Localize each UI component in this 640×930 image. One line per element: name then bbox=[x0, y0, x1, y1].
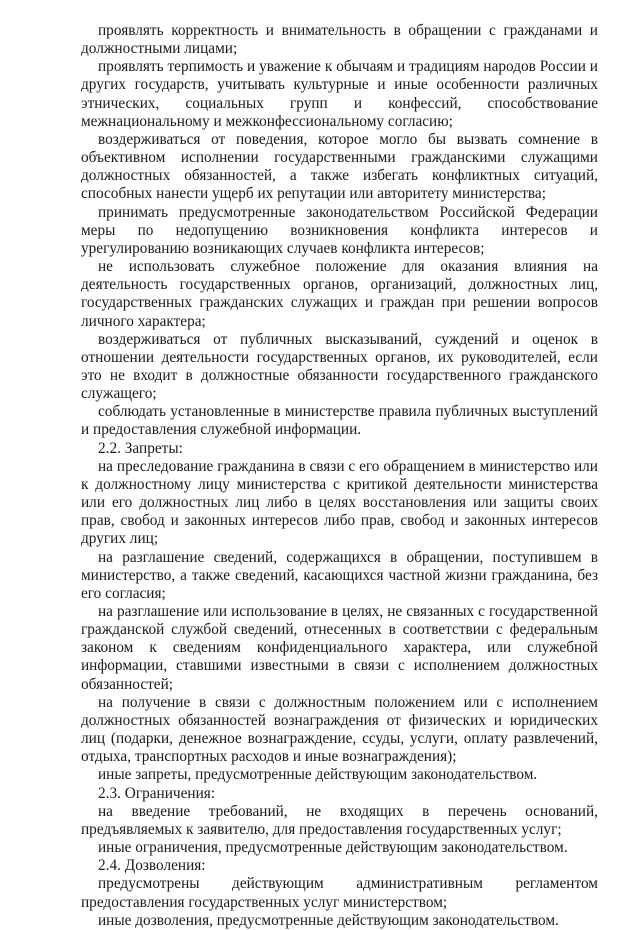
paragraph-4: принимать предусмотренные законодательством Российской Федерации меры по недопущению возникновения конфликта интересов и урегулированию возникающих случаев конфликта интересов; bbox=[81, 203, 598, 257]
section-heading-2-4: 2.4. Дозволения: bbox=[98, 857, 206, 875]
paragraph-18: предусмотрены действующим административным регламентом предоставления государственных услуг министерством; bbox=[81, 875, 598, 911]
paragraph-3: воздерживаться от поведения, которое могло бы вызвать сомнение в объективном исполнении государственными гражданскими служащими должностных обязанностей, а также избегать конфликтных ситуаций, способных нанести ущерб их репутации или авторитету министерства; bbox=[81, 130, 598, 203]
paragraph-5: не использовать служебное положение для оказания влияния на деятельность государственных органов, организаций, должностных лиц, государственных гражданских служащих и граждан при решении вопросов личного характера; bbox=[81, 258, 598, 330]
paragraph-9: на преследование гражданина в связи с его обращением в министерство или к должностному лицу министерства с критикой деятельности министерства или его должностных лиц либо в целях восстановления или защиты своих прав, свобод и законных интересов либо прав, свобод и законных интересов других лиц; bbox=[81, 457, 598, 548]
paragraph-12: на получение в связи с должностным положением или с исполнением должностных обязанностей вознаграждения от физических и юридических лиц (подарки, денежное вознаграждение, ссуды, услуги, оплату развлечений, отдыха, транспортных расходов и иные вознаграждения); bbox=[81, 693, 598, 766]
paragraph-19: иные дозволения, предусмотренные действующим законодательством. bbox=[98, 911, 559, 929]
section-heading-2-2: 2.2. Запреты: bbox=[98, 439, 183, 457]
paragraph-1: проявлять корректность и внимательность в обращении с гражданами и должностными лицами; bbox=[81, 22, 598, 58]
paragraph-2: проявлять терпимость и уважение к обычаям и традициям народов России и других государств, учитывать культурные и иные особенности различных этнических, социальных групп и конфессий, способствование межнациональному и межконфессиональному согласию; bbox=[81, 58, 598, 130]
section-heading-2-3: 2.3. Ограничения: bbox=[98, 784, 216, 802]
paragraph-6: воздерживаться от публичных высказываний, суждений и оценок в отношении деятельности государственных органов, их руководителей, если это не входит в должностные обязанности государственного гражданского служащего; bbox=[81, 330, 598, 403]
paragraph-11: на разглашение или использование в целях, не связанных с государственной гражданской службой сведений, отнесенных в соответствии с федеральным законом к сведениям конфиденциального характера, или служебной информации, ставшими известными в связи с исполнением должностных обязанностей; bbox=[81, 603, 598, 693]
paragraph-7: соблюдать установленные в министерстве правила публичных выступлений и предоставления служебной информации. bbox=[81, 403, 598, 439]
paragraph-15: на введение требований, не входящих в перечень оснований, предъявляемых к заявителю, для предоставления государственных услуг; bbox=[81, 802, 598, 838]
paragraph-13: иные запреты, предусмотренные действующим законодательством. bbox=[98, 766, 538, 784]
paragraph-10: на разглашение сведений, содержащихся в обращении, поступившем в министерство, а также сведений, касающихся частной жизни гражданина, без его согласия; bbox=[81, 548, 598, 602]
paragraph-16: иные ограничения, предусмотренные действующим законодательством. bbox=[98, 839, 568, 857]
